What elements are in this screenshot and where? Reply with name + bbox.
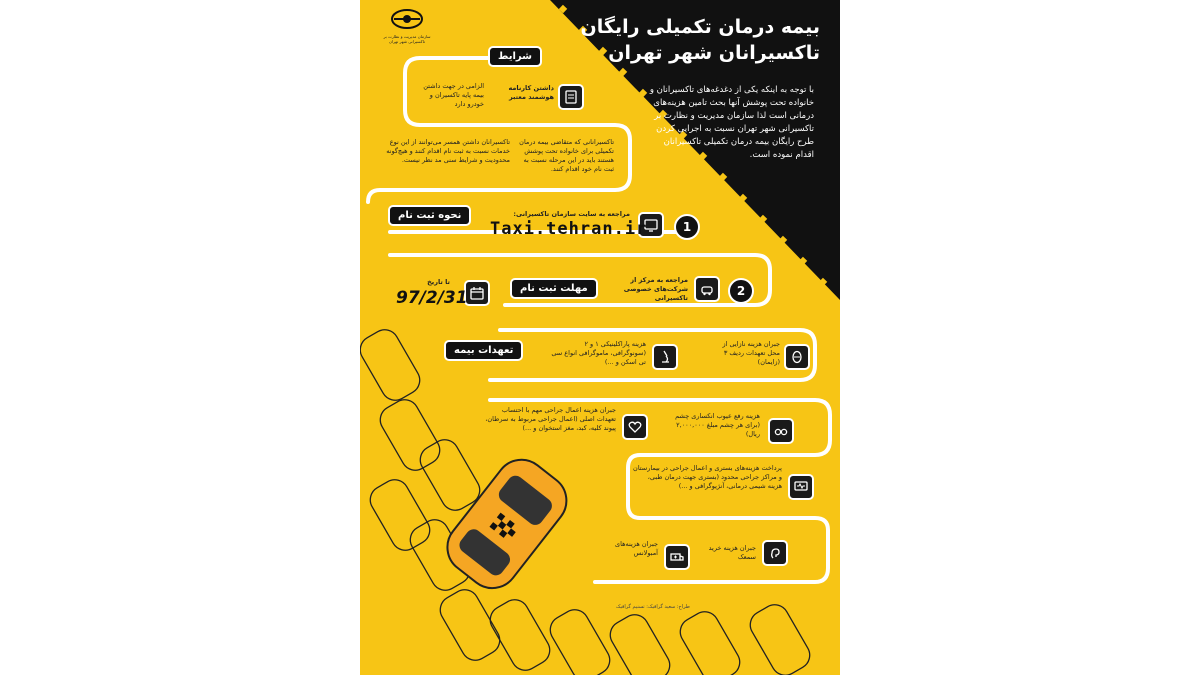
registration-tag: نحوه ثبت نام xyxy=(388,205,471,226)
smart-card-icon xyxy=(558,84,584,110)
step-1-number: 1 xyxy=(674,214,700,240)
title-line-1: بیمه درمان تکمیلی رایگان xyxy=(580,16,820,38)
hospital-monitor-icon xyxy=(788,474,814,500)
commitment-5: پرداخت هزینه‌های بستری و اعمال جراحی در بیمارستان و مراکز جراحی محدود (بستری جهت درمان طبی، هزینه شیمی درمانی، آنژیوگرافی و ...) xyxy=(633,464,782,490)
microscope-icon xyxy=(652,344,678,370)
commitment-4: جبران هزینه اعمال جراحی مهم با احتساب تعهدات اصلی (اعمال جراحی مربوط به سرطان، پیوند کلیه، کبد، مغز استخوان و ...) xyxy=(485,406,616,432)
deadline-date: 97/2/31 xyxy=(396,288,468,308)
step-2-number: 2 xyxy=(728,278,754,304)
step-2-text: مراجعه به مرکز از شرکت‌های خصوصی تاکسیرانی xyxy=(623,276,688,302)
intro-paragraph: با توجه به اینکه یکی از دغدغه‌های تاکسیرانان و خانواده تحت پوشش آنها بحث تامین هزینه‌های درمانی است لذا سازمان مدیریت و نظارت بر تاکسیرانی شهر تهران نسبت به اجرایی کردن طرح رایگان بیمه درمان تکمیلی تاکسیرانان اقدام نموده است. xyxy=(649,85,814,160)
designer-credit: طراح: سعید گرافیک: تسنیم گرافیک xyxy=(616,604,690,610)
eyeglasses-icon xyxy=(768,418,794,444)
commitments-tag: تعهدات بیمه xyxy=(444,340,523,361)
commitment-2: هزینه پاراکلینیکی ۱ و ۲ (سونوگرافی، ماموگرافی انواع سی تی اسکن و ...) xyxy=(551,340,646,366)
website-url: Taxi.tehran.ir xyxy=(490,219,648,239)
taxi-office-icon xyxy=(694,276,720,302)
condition-2-text: تاکسیرانانی که متقاضی بیمه درمان تکمیلی برای خانواده تحت پوشش هستند باید در این مرحله نسبت به ثبت نام خود اقدام کنند. xyxy=(519,138,614,173)
condition-2-note: تاکسیرانان داشتن همسر می‌توانند از این نوع خدمات نسبت به ثبت نام اقدام کنند و هیچ‌گونه محدودیت و شرایط سنی مد نظر نیست. xyxy=(386,138,510,164)
deadline-tag: مهلت ثبت نام xyxy=(510,278,598,299)
logo-emblem-icon xyxy=(390,8,424,30)
commitment-7: جبران هزینه‌های آمبولانس xyxy=(615,540,658,557)
title-line-2: تاکسیرانان شهر تهران xyxy=(608,42,820,64)
commitment-6: جبران هزینه خرید سمعک xyxy=(708,544,756,561)
condition-1-note: الزامی در جهت داشتن بیمه پایه تاکسیران و خودرو دارد xyxy=(423,82,484,108)
ambulance-icon xyxy=(664,544,690,570)
step-1-text: مراجعه به سایت سازمان تاکسیرانی: xyxy=(513,210,630,218)
organization-logo xyxy=(382,8,432,44)
calendar-icon xyxy=(464,280,490,306)
hearing-aid-icon xyxy=(762,540,788,566)
commitment-1: جبران هزینه نازایی از محل تعهدات ردیف ۳ (زایمان) xyxy=(722,340,780,366)
condition-1-title: داشتن کارنامه هوشمند معتبر xyxy=(508,84,554,101)
conditions-tag: شرایط xyxy=(488,46,542,67)
infographic-poster xyxy=(360,0,840,675)
poster-title xyxy=(550,14,820,66)
deadline-label: تا تاریخ xyxy=(427,278,450,286)
fertility-icon xyxy=(784,344,810,370)
heart-hand-icon xyxy=(622,414,648,440)
commitment-3: هزینه رفع عیوب انکساری چشم (برای هر چشم مبلغ ۲,۰۰۰,۰۰۰ ریال) xyxy=(675,412,760,438)
logo-caption: سازمان مدیریت و نظارت بر تاکسیرانی شهر تهران xyxy=(383,34,431,44)
